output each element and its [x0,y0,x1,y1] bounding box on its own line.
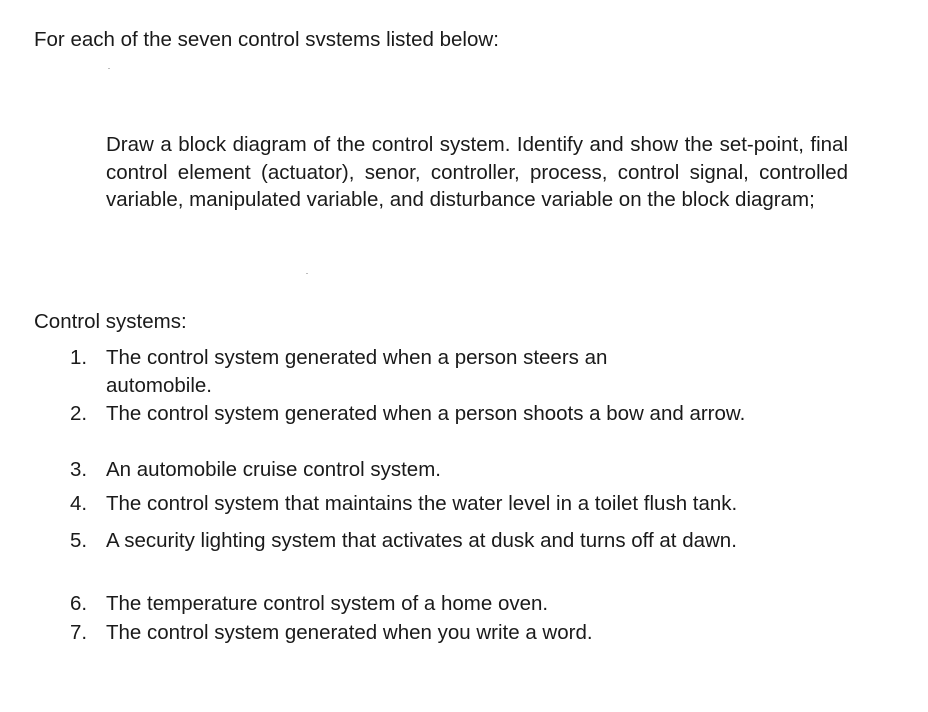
scan-speck [306,273,308,274]
list-item-number: 4. [70,492,88,515]
list-item-number: 5. [70,529,88,552]
intro-text: For each of the seven control svstems listed below: [34,28,499,51]
list-item-text: An automobile cruise control system. [106,458,441,481]
list-item-text: A security lighting system that activates at dusk and turns off at dawn. [106,529,737,552]
scan-speck [108,68,110,69]
list-item-number: 3. [70,458,88,481]
systems-heading: Control systems: [34,310,187,333]
list-item-text: The control system generated when a person shoots a bow and arrow. [106,402,746,425]
list-item-text: The control system that maintains the water level in a toilet flush tank. [106,492,738,515]
list-item-text: The temperature control system of a home oven. [106,592,549,615]
instruction-paragraph: Draw a block diagram of the control system. Identify and show the set-point, final control element (actuator), senor, controller, process, control signal, controlled variable, manipulated variable, and disturbance variable on the block diagram; [106,133,848,211]
list-item-number: 6. [70,592,88,615]
list-item-number: 1. [70,346,88,369]
list-item-text: The control system generated when a person steers an automobile. [106,346,608,397]
list-item-number: 2. [70,402,88,425]
list-item-number: 7. [70,621,88,644]
list-item-text: The control system generated when you write a word. [106,621,593,644]
